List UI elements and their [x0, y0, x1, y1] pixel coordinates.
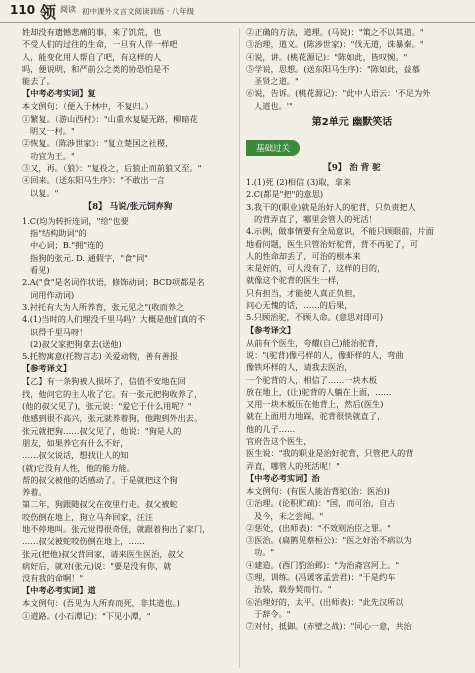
text-line: ⑤学说，思想。(送东阳马生序)："陈如此，益慕 — [246, 63, 420, 74]
text-line: 3.衬托有大为人所养育，张元见之"(收而养之 — [22, 301, 185, 312]
text-line: 的背弄直了，哪里会管人的死活！ — [254, 213, 377, 224]
text-line: 就像这个驼背的医生一样， — [246, 275, 345, 286]
left-column — [22, 26, 234, 622]
text-line: 指狗的张元. D. 通假字，"食"同" — [30, 252, 149, 263]
text-line: 又用一块木板压在他背上，然后(医生) — [246, 399, 384, 410]
text-line: 他感到很不高兴，张元就养着狗，他跑到外出去。 — [22, 413, 203, 424]
text-line: 张元(把他)叔父背回家，请来医生医治，叔父 — [22, 548, 184, 559]
text-line: 帮的叔父被他的话感动了。于是就把这个狗 — [22, 474, 178, 485]
column-divider — [239, 28, 240, 668]
text-line: 4.(1)当时的人们埋没千里马吗？大概是他们真的不 — [22, 314, 206, 325]
text-line: 及今，未之尝闻。" — [254, 510, 324, 521]
text-line: ①繁复。（游山西村》："山重水复疑无路，柳暗花 — [22, 113, 198, 124]
text-line: 能去了。 — [22, 76, 55, 87]
text-line: 1.C(均为转折连词，"给"也要 — [22, 215, 129, 226]
text-line: 人的性命却丢了，可治的根本来 — [246, 250, 361, 261]
chapter-title: 第2单元 幽默笑话 — [311, 117, 393, 129]
text-line: 病好后，就对(张元)说："要是没有你，就 — [22, 560, 172, 571]
text-line: 问心无愧的话，……的后果， — [246, 300, 353, 311]
text-line: 指"结构助词"的 — [30, 228, 87, 239]
text-line: 于辞令。" — [254, 608, 291, 619]
text-line: 就在上面用力地踩，驼背很快就直了， — [246, 411, 386, 422]
text-line: 末是好的，可人没有了，这样的目的， — [246, 263, 386, 274]
section-heading: 【中考必考实词】治 — [246, 472, 320, 483]
text-line: ③又，再。（狼》："复投之，后狼止而前狼又至。" — [22, 162, 202, 173]
text-line: 治装，载券契而行。" — [254, 584, 332, 595]
text-line: 张元就把狗……叔父见了，他说："狗是人的 — [22, 425, 182, 436]
text-line: 朋友，如果养它有什么不好， — [22, 437, 129, 448]
text-line: 地看问题，医生只管治好驼背，背不再驼了，可 — [246, 238, 418, 249]
text-line: 从前有个医生，夸耀(自己)能治驼背， — [246, 337, 384, 348]
text-line: 只有担当，才能使人真正负担， — [246, 287, 361, 298]
text-line: 放在地上，(让)驼背的人躺在上面，…… — [246, 386, 392, 397]
text-line: 地不停地叫。张元觉得很奇怪，就跟着狗出了家门， — [22, 523, 211, 534]
text-line: ……叔父被蛇咬伤倒在地上，…… — [22, 536, 145, 547]
text-line: 姓却没有遗憾悲痛的事，来了饥荒，也 — [22, 27, 162, 37]
book-logo: 领 — [40, 3, 57, 22]
page-header — [0, 0, 475, 23]
text-line: 弄直，哪管人的死活呢！" — [246, 460, 340, 471]
section-heading: 【参考译文】 — [246, 324, 296, 335]
text-line: (就)它没有人性，他的能力能。 — [22, 462, 135, 473]
text-line: ⑤理，训练。(冯谖客孟尝君)："于是约车 — [246, 571, 396, 582]
text-line: ⑥治理好的，太平。(出师表)："此先汉所以 — [246, 596, 404, 607]
text-line: 医生说："我的职业是治好驼背，只管把人的背 — [246, 448, 414, 459]
passage-title: 【8】 马说/张元饲弃狗 — [83, 201, 173, 212]
text-line: 3.我干的(职业)就是治好人的驼背，只负责把人 — [246, 201, 416, 212]
series-title: 初中课外文言文阅读训练 · 八年级 — [82, 7, 195, 16]
text-line: ②恢复。（陈涉世家》："复立楚国之社稷， — [22, 138, 174, 149]
text-line: 人，能变化用人帮自了吧，有这样的人 — [22, 51, 162, 62]
book-logo-subtitle: 阅读 — [60, 5, 76, 14]
text-line: 2.A("食"是名词作状语，修饰动词；BCD项都是名 — [22, 277, 205, 288]
text-line: 本文例句：(吾见为人所弃而死，非其道也。) — [22, 598, 180, 609]
text-line: 圣贤之道。" — [254, 76, 299, 87]
text-line: 说："(驼背)像弓样的人，像虾样的人，弯曲 — [246, 349, 404, 360]
text-line: 识得千里马呀！ — [30, 326, 88, 337]
text-line: ⑥说，告诉。(桃花源记)："此中人语云：'不足为外 — [246, 88, 431, 99]
text-line: 养着。 — [22, 487, 47, 498]
text-line: 【乙】有一条狗被人损坏了，信值不安地在回 — [22, 376, 186, 387]
text-line: 不受人们的过往的生命，一旦有人伴一样吧 — [22, 39, 178, 50]
text-line: 本文例句：（便入于林中，不复归。） — [22, 101, 153, 112]
text-line: 明又一村。" — [30, 126, 75, 137]
text-line: 词用作动词) — [30, 289, 75, 300]
text-line: ④回来。（送东阳马生序》："不敢出一言 — [22, 175, 165, 186]
text-line: 功。" — [254, 547, 275, 558]
text-line: ……叔父说话，想找让人的知 — [22, 450, 129, 461]
text-line: 他的儿子…… — [246, 423, 296, 434]
text-line: 人道也。'" — [254, 100, 293, 111]
text-line: 2.C(都是"把"的意思) — [246, 189, 324, 200]
section-heading: 【中考必考实词】道 — [22, 585, 96, 596]
text-line: (他的叔父见了)，张元说："爱它于什么用呢？" — [22, 401, 192, 412]
text-line: 4.示例，做事情要有全局意识，不能只顾眼前，片面 — [246, 226, 434, 237]
text-line: 中心词；B."拥"连的 — [30, 240, 104, 251]
text-line: ④说，讲。(桃花源记)："陈如此，皆叹惋。" — [246, 51, 408, 62]
section-heading: 【中考必考实词】复 — [22, 88, 96, 99]
passage-title: 【9】 治 背 驼 — [323, 163, 381, 174]
text-line: ⑦对付，抵御。(赤壁之战)："同心一意，共治 — [246, 621, 412, 632]
text-line: 1.(1)死 (2)相信 (3)取，拿来 — [246, 177, 352, 188]
right-column — [246, 26, 458, 632]
page-number: 110 — [10, 3, 36, 17]
text-line: 5.只顾治驼，不顾人命。(意思对即可) — [246, 312, 384, 323]
text-line: 功宜为王。" — [30, 150, 75, 161]
text-line: 第二年，狗跟随叔父在夜里行走。叔父被蛇 — [22, 499, 178, 510]
text-line: ④建造。(西门豹治邺)："为治斋宫河上。" — [246, 559, 400, 570]
text-line: ①治理。(论积贮疏)："国，而可治，自古 — [246, 498, 396, 509]
text-line: 没有我的命啊！" — [22, 573, 84, 584]
text-line: 一个驼背的人，相信了……一块木板 — [246, 374, 378, 385]
text-line: ③治理，道义。(陈涉世家)："伐无道，诛暴秦。" — [246, 39, 424, 50]
text-line: 咬伤倒在地上，狗立马奔回家，汪汪 — [22, 511, 154, 522]
section-tag: 基础过关 — [246, 140, 300, 156]
right-column-bottom — [246, 160, 458, 632]
text-line: 官府告这个医生， — [246, 436, 312, 447]
text-line: 本文例句：(有医人能治背驼(治：医治)) — [246, 485, 390, 496]
text-line: 以复。" — [30, 187, 59, 198]
text-line: ②惩处，(出师表)："不效则治臣之罪。" — [246, 522, 391, 533]
text-line: ②正确的方法，道理。(马说)："策之不以其道。" — [246, 27, 424, 37]
text-line: 找，他问它的主人收了它。有一张元把狗收养了， — [22, 388, 203, 399]
text-line: (2)叔父家把狗拿去(送他) — [30, 338, 122, 349]
text-line: ③医治。(扁鹊见蔡桓公)："医之好治不病以为 — [246, 535, 412, 546]
section-heading: 【参考译文】 — [22, 363, 72, 374]
right-column-top — [246, 26, 458, 112]
text-line: ①道路。(小石潭记)："下见小潭，" — [22, 610, 151, 621]
text-line: 看见) — [30, 265, 50, 276]
text-line: 吗，便说明，和严前公之类的协恐怕是不 — [22, 63, 170, 74]
text-line: 5.托物寓意(托物言志) 关爱动物，善有善报 — [22, 351, 178, 362]
text-line: 像铁环样的人，请我去医治， — [246, 362, 353, 373]
